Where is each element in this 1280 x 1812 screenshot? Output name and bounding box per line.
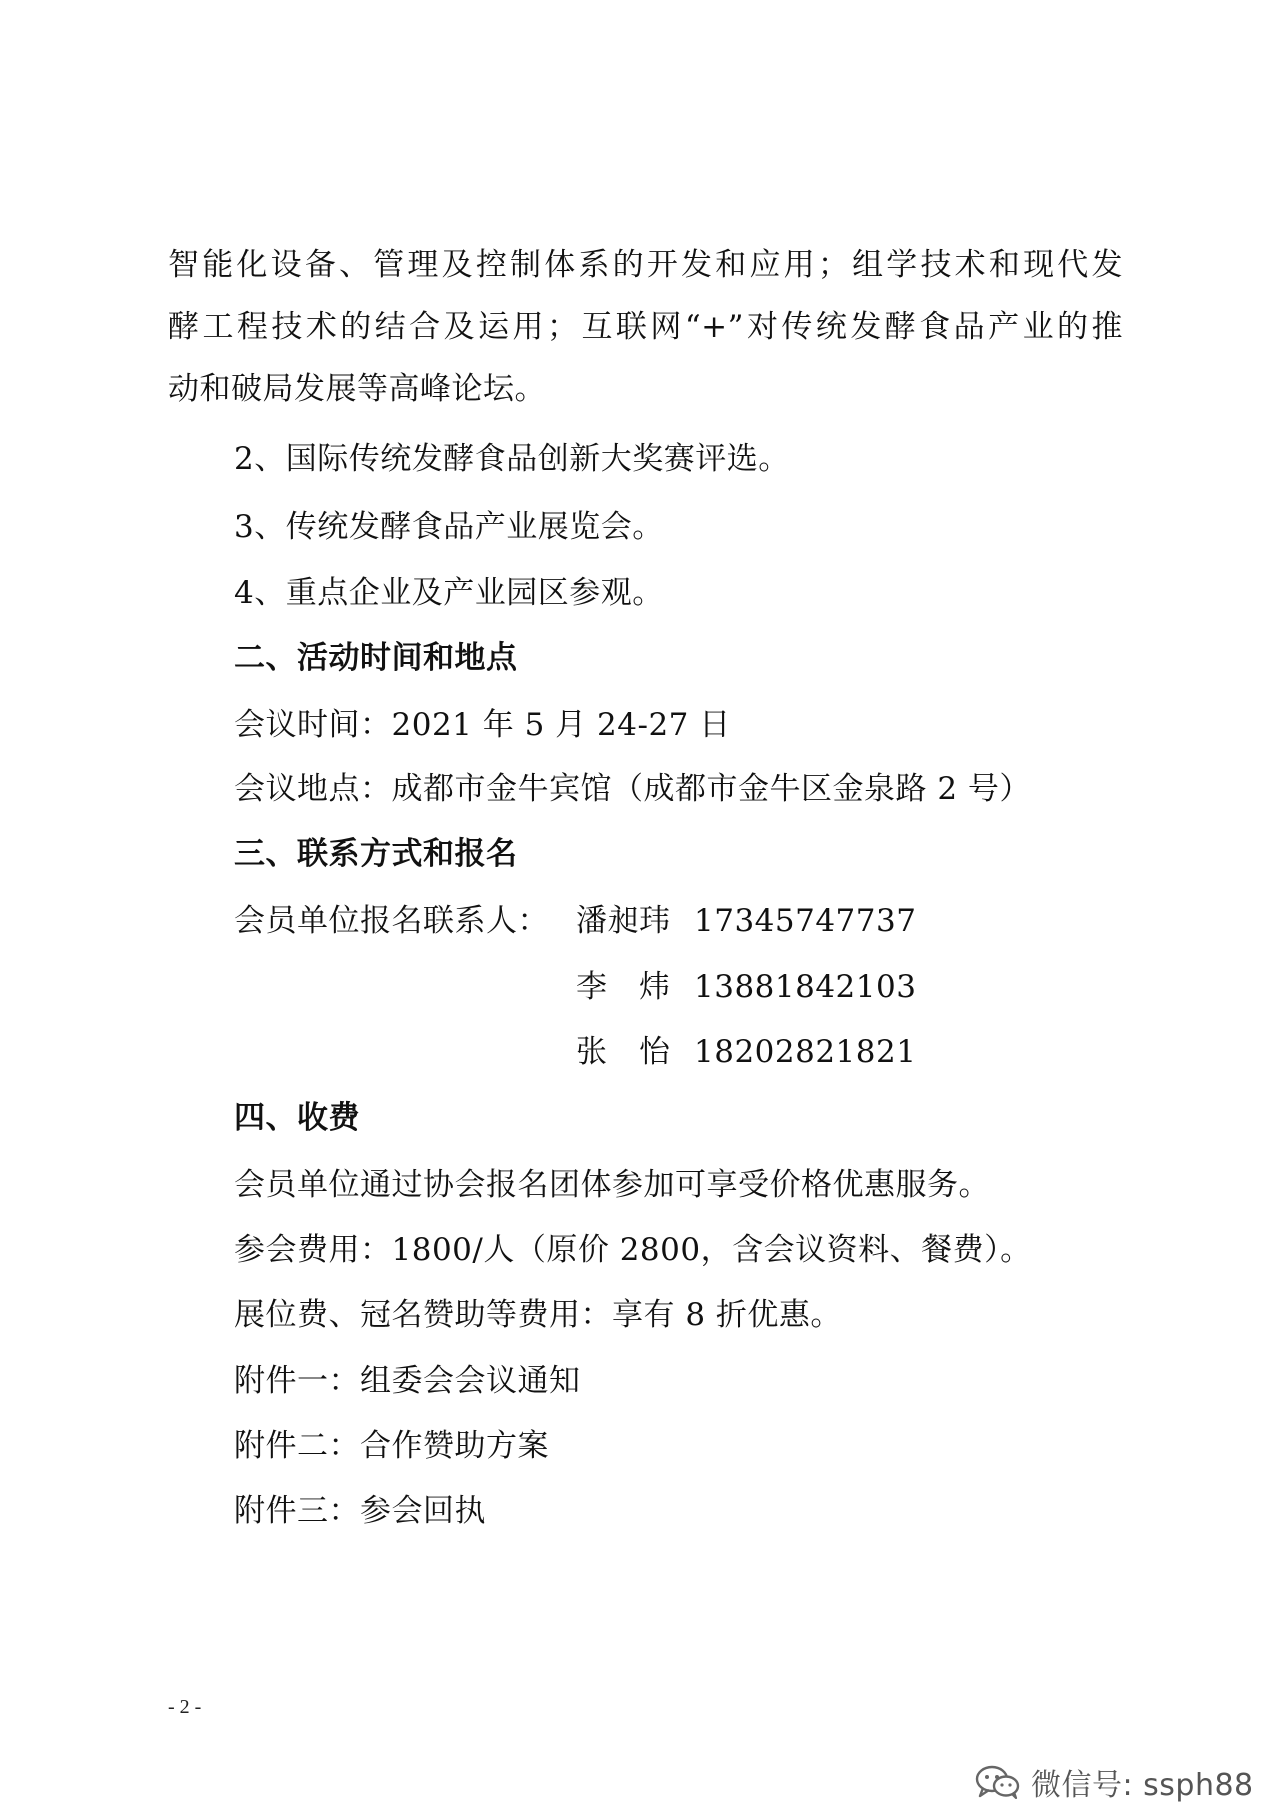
section-heading: 四、收费 [234,1100,360,1136]
wechat-icon [975,1765,1021,1799]
attachment-item: 附件二：合作赞助方案 [234,1428,549,1464]
contact-label: 会员单位报名联系人： [234,903,549,939]
contact-name: 李 炜 [576,969,671,1005]
contact-phone: 13881842103 [694,969,917,1005]
contact-phone: 18202821821 [694,1034,917,1070]
list-item: 3、传统发酵食品产业展览会。 [234,509,664,545]
meeting-time: 会议时间：2021 年 5 月 24-27 日 [234,707,731,743]
paragraph-line: 动和破局发展等高峰论坛。 [168,371,546,407]
watermark [975,1762,1254,1802]
list-item: 2、国际传统发酵食品创新大奖赛评选。 [234,441,790,477]
contact-name: 张 怡 [576,1034,671,1070]
attachment-item: 附件一：组委会会议通知 [234,1363,581,1399]
attachment-item: 附件三：参会回执 [234,1493,486,1529]
meeting-place: 会议地点：成都市金牛宾馆（成都市金牛区金泉路 2 号） [234,771,1031,807]
paragraph-line: 酵工程技术的结合及运用；互联网“+”对传统发酵食品产业的推 [168,309,1123,345]
contact-name: 潘昶玮 [576,903,671,939]
fee-line: 展位费、冠名赞助等费用：享有 8 折优惠。 [234,1297,842,1333]
page-number: - 2 - [168,1696,202,1718]
section-heading: 二、活动时间和地点 [234,640,518,676]
fee-line: 会员单位通过协会报名团体参加可享受价格优惠服务。 [234,1167,990,1203]
fee-line: 参会费用：1800/人（原价 2800，含会议资料、餐费）。 [234,1232,1032,1268]
list-item: 4、重点企业及产业园区参观。 [234,575,664,611]
section-heading: 三、联系方式和报名 [234,836,518,872]
watermark-text: 微信号: ssph88 [1031,1768,1254,1803]
paragraph-line: 智能化设备、管理及控制体系的开发和应用；组学技术和现代发 [168,247,1123,283]
contact-phone: 17345747737 [694,903,917,939]
